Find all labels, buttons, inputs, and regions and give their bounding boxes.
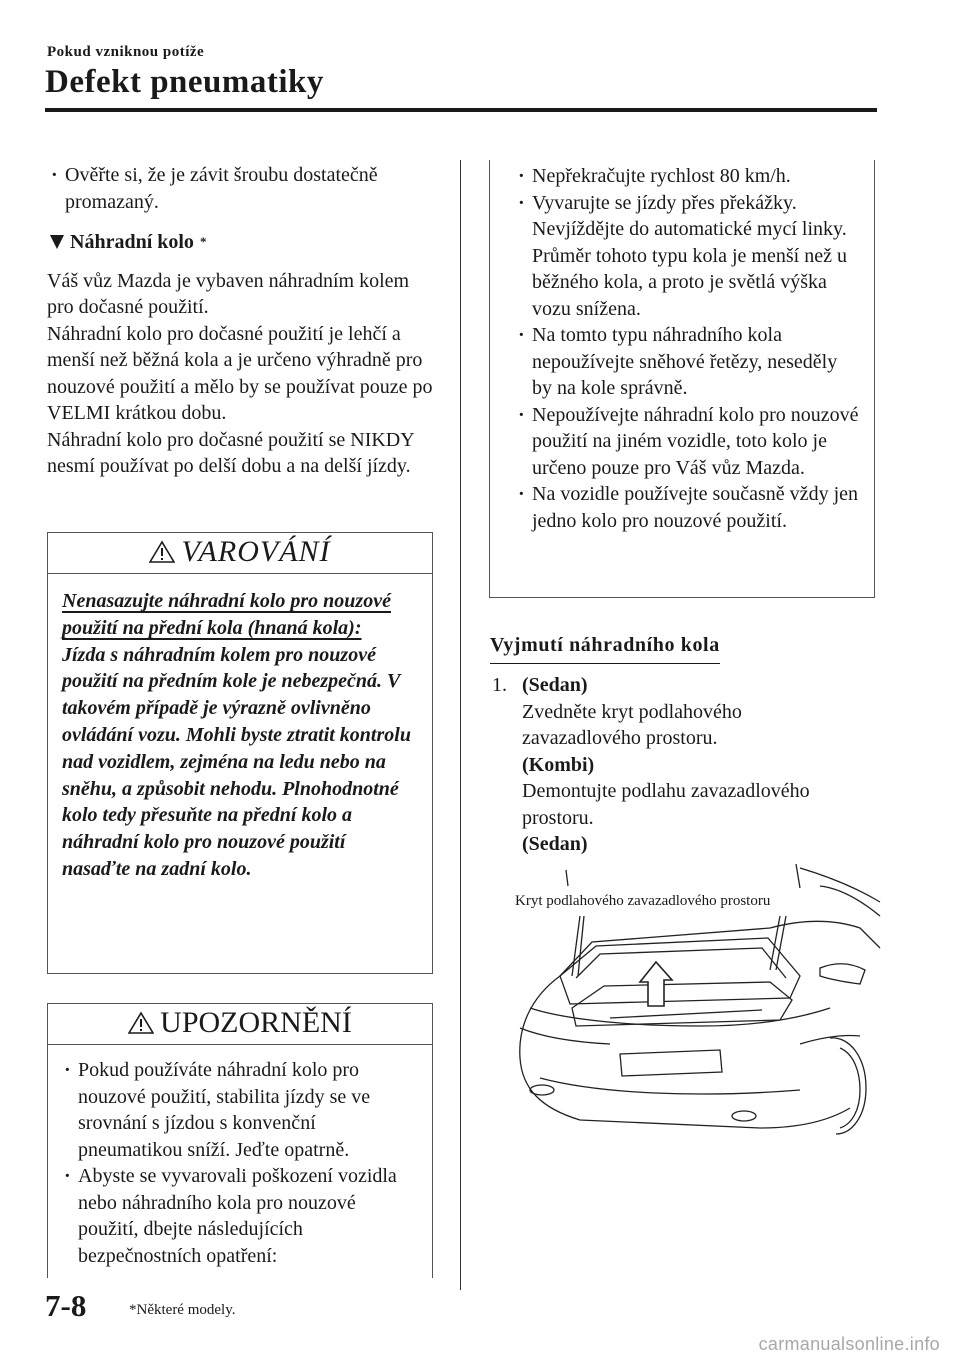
triangle-marker-icon	[50, 235, 64, 249]
warning-heading: Nenasazujte náhradní kolo pro nouzové použití na přední kola (hnaná kola):	[62, 590, 391, 639]
step-number: 1.	[492, 674, 507, 696]
subheading-text: Náhradní kolo	[70, 231, 194, 253]
warning-title	[48, 533, 432, 574]
caution-body	[48, 1045, 432, 1269]
kombi-label: (Kombi)	[522, 753, 595, 776]
warning-body	[48, 574, 432, 893]
header-rule	[45, 108, 877, 112]
paragraph-2: Náhradní kolo pro dočasné použití je lehčí a menší než běžná kola a je určeno výhradně pro nouzové použití a mělo by se používat pouze po VELMI krátkou dobu.	[47, 322, 433, 424]
warning-text: Jízda s náhradním kolem pro nouzové použití na předním kole je nebezpečná. V takovém případě je výrazně ovlivněno ovládání vozu. Mohli byste ztratit kontrolu nad vozidlem, zejména na ledu nebo na sněhu, a způsobit nehodu. Plnohodnotné kolo tedy přesuňte na přední kolo a náhradní kolo pro nouzové použití nasaďte na zadní kolo.	[62, 643, 411, 880]
warning-box	[47, 532, 433, 974]
footnote: *Některé modely.	[129, 1302, 236, 1318]
kombi-text: Demontujte podlahu zavazadlového prostoru.	[522, 780, 810, 829]
page-title: Defekt pneumatiky	[45, 64, 324, 100]
caution-bullet-5: · Na tomto typu náhradního kola nepoužívejte sněhové řetězy, neseděly by na kole správně.	[514, 322, 862, 402]
caution-box-continued	[489, 160, 875, 598]
caution-bullet-7: · Na vozidle používejte současně vždy jen jedno kolo pro nouzové použití.	[514, 481, 862, 534]
caution-triangle-icon	[128, 1011, 154, 1035]
column-divider	[460, 160, 461, 1290]
step-1	[492, 672, 862, 858]
watermark: carmanualsonline.info	[758, 1334, 940, 1354]
sedan-label: (Sedan)	[522, 674, 588, 696]
warning-title-text: VAROVÁNÍ	[181, 535, 331, 568]
caution-title	[48, 1004, 432, 1045]
caution-bullet-6: · Nepoužívejte náhradní kolo pro nouzové použití na jiném vozidle, toto kolo je určeno pouze pro Váš vůz Mazda.	[514, 402, 862, 482]
procedure-title: Vyjmutí náhradního kola	[490, 634, 720, 664]
paragraph-3: Náhradní kolo pro dočasné použití se NIKDY nesmí používat po delší dobu a na delší jízdy.	[47, 428, 414, 477]
page-number: 7-8	[45, 1288, 87, 1323]
left-column	[47, 162, 435, 480]
caution-bullet-3: · Nepřekračujte rychlost 80 km/h.	[514, 163, 862, 190]
figure-sedan-label: (Sedan)	[522, 833, 588, 855]
step-body	[492, 672, 862, 858]
sedan-text: Zvedněte kryt podlahového zavazadlového prostoru.	[522, 700, 742, 749]
caution-box	[47, 1003, 433, 1278]
warning-triangle-icon	[149, 540, 175, 564]
caution-bullet-1: · Pokud používáte náhradní kolo pro nouzové použití, stabilita jízdy se ve srovnání s jízdou s konvenční pneumatikou sníží. Jeďte opatrně.	[60, 1057, 418, 1163]
figure-callout-label: Kryt podlahového zavazadlového prostoru	[515, 893, 771, 909]
caution-title-text: UPOZORNĚNÍ	[160, 1006, 352, 1039]
paragraph-1: Váš vůz Mazda je vybaven náhradním kolem pro dočasné použití.	[47, 269, 410, 318]
intro-bullet: · Ověřte si, že je závit šroubu dostatečně promazaný.	[47, 162, 435, 215]
section-kicker: Pokud vzniknou potíže	[47, 44, 205, 60]
spare-wheel-subheading: Náhradní kolo *	[47, 229, 435, 256]
caution-bullet-2: · Abyste se vyvarovali poškození vozidla nebo náhradního kola pro nouzové použití, dbejte následujících bezpečnostních opatření:	[60, 1163, 418, 1269]
caution-bullet-4: · Vyvarujte se jízdy přes překážky. Nevjíždějte do automatické mycí linky. Průměr tohoto typu kola je menší než u běžného kola, a proto je světlá výška vozu snížena.	[514, 190, 862, 323]
